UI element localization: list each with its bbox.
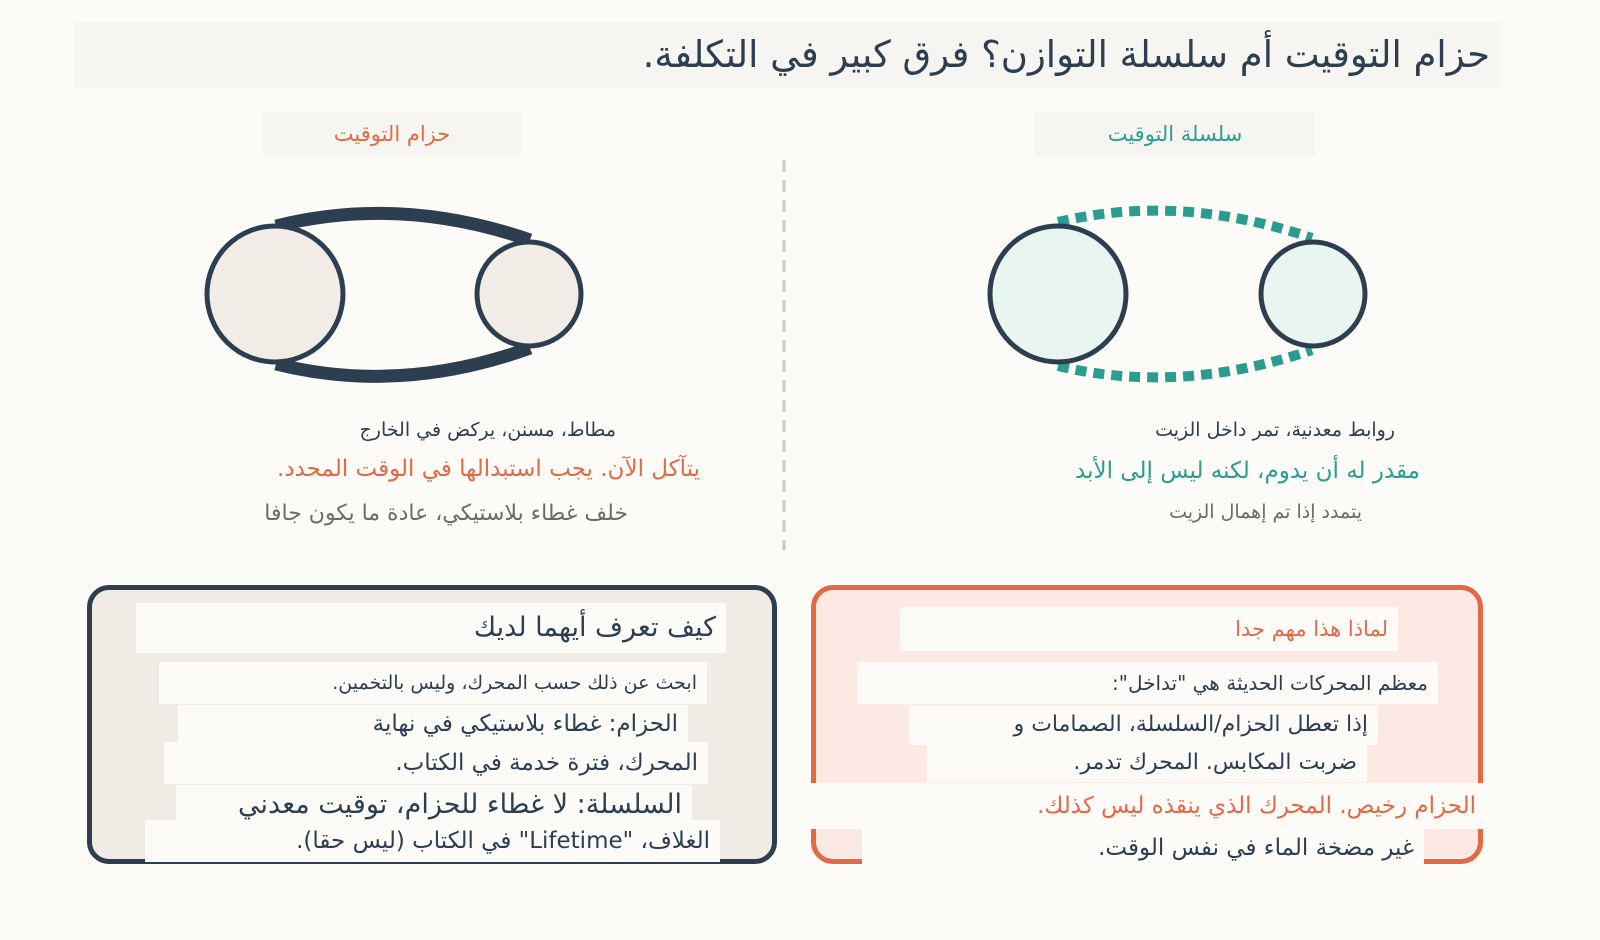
chain-desc-2: مقدر له أن يدوم، لكنه ليس إلى الأبد xyxy=(1075,458,1420,484)
belt-cam-pulley xyxy=(477,242,581,346)
chain-heading: سلسلة التوقيت xyxy=(1035,112,1315,156)
why-line-2: إذا تعطل الحزام/السلسلة، الصمامات و xyxy=(909,705,1378,745)
belt-desc-2: يتآكل الآن. يجب استبدالها في الوقت المحدد. xyxy=(277,456,700,482)
page-title: حزام التوقيت أم سلسلة التوازن؟ فرق كبير في التكلفة. xyxy=(75,22,1500,88)
how-line-4: السلسلة: لا غطاء للحزام، توقيت معدني xyxy=(176,785,692,825)
chain-desc-1: روابط معدنية، تمر داخل الزيت xyxy=(1155,419,1395,441)
how-line-3: المحرك، فترة خدمة في الكتاب. xyxy=(164,742,708,784)
belt-desc-1: مطاط، مسنن، يركض في الخارج xyxy=(359,419,616,441)
how-line-2: الحزام: غطاء بلاستيكي في نهاية xyxy=(178,705,688,743)
chain-crank-sprocket xyxy=(990,226,1126,362)
how-line-5: الغلاف، "Lifetime" في الكتاب (ليس حقا). xyxy=(145,820,720,862)
belt-desc-3: خلف غطاء بلاستيكي، عادة ما يكون جافا xyxy=(264,501,628,526)
belt-heading: حزام التوقيت xyxy=(263,112,521,156)
chain-bottom-strand xyxy=(1058,350,1312,377)
chain-top-strand xyxy=(1058,211,1312,238)
why-line-3: ضربت المكابس. المحرك تدمر. xyxy=(927,744,1367,782)
why-line-1: معظم المحركات الحديثة هي "تداخل": xyxy=(857,662,1438,704)
why-line-4: الحزام رخيص. المحرك الذي ينقذه ليس كذلك. xyxy=(808,783,1486,829)
why-heading: لماذا هذا مهم جدا xyxy=(900,607,1398,651)
belt-crank-pulley xyxy=(207,226,343,362)
why-line-5: غير مضخة الماء في نفس الوقت. xyxy=(862,828,1424,868)
chain-cam-sprocket xyxy=(1261,242,1365,346)
how-line-1: ابحث عن ذلك حسب المحرك، وليس بالتخمين. xyxy=(159,662,707,704)
chain-desc-3: يتمدد إذا تم إهمال الزيت xyxy=(1169,501,1362,523)
how-heading: كيف تعرف أيهما لديك xyxy=(136,603,726,653)
